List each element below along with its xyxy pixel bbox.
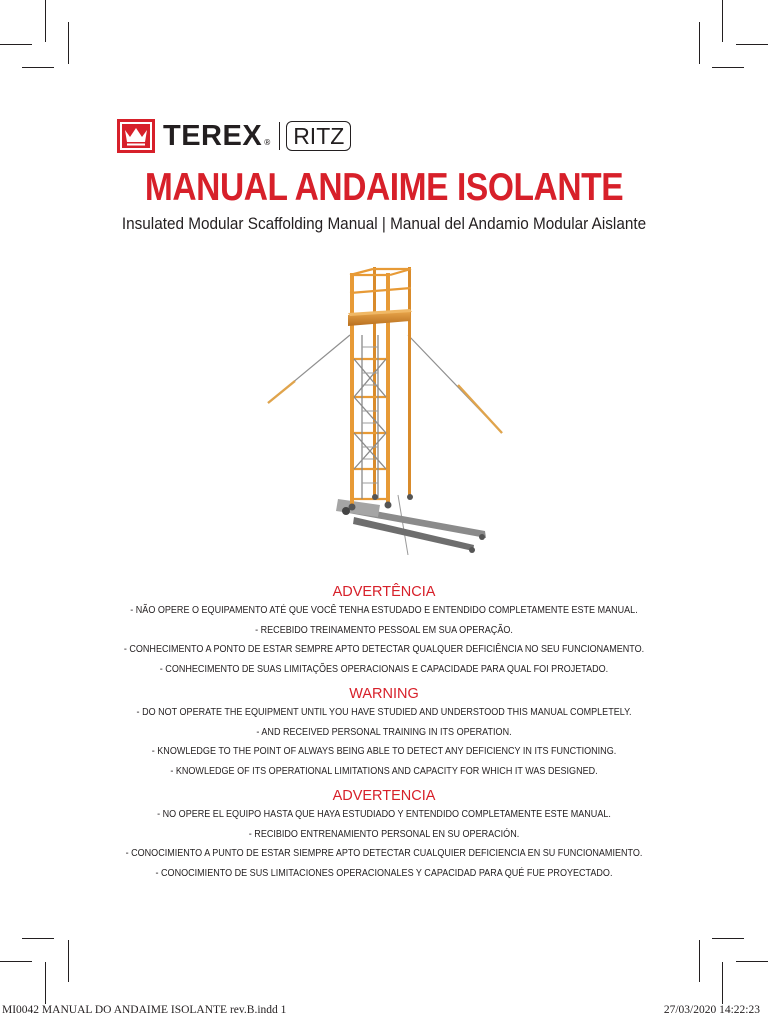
registered-mark: ® (263, 137, 272, 147)
crop-mark (68, 940, 69, 982)
crop-mark (68, 22, 69, 64)
scaffold-tower-illustration-icon (250, 255, 520, 555)
crop-mark (712, 938, 744, 939)
warning-line: - RECEBIDO TREINAMENTO PESSOAL EM SUA OPERAÇÃO. (255, 623, 513, 636)
warning-line: - CONHECIMENTO A PONTO DE ESTAR SEMPRE APTO DETECTAR QUALQUER DEFICIÊNCIA NO SEU FUNCIONAMENTO. (123, 643, 645, 655)
brand-divider (279, 122, 280, 150)
warning-title: ADVERTÊNCIA (332, 584, 436, 600)
warning-line: - CONOCIMIENTO DE SUS LIMITACIONES OPERACIONALES Y CAPACIDAD PARA QUÉ FUE PROYECTADO. (155, 866, 613, 879)
sub-brand: RITZ (286, 121, 351, 151)
crop-mark (0, 44, 32, 45)
warning-english (0, 685, 768, 781)
warning-line: - KNOWLEDGE OF ITS OPERATIONAL LIMITATIONS AND CAPACITY FOR WHICH IT WAS DESIGNED. (170, 764, 598, 777)
brand-header (117, 118, 351, 154)
print-slug (0, 1004, 768, 1020)
terex-crown-logo-icon (117, 119, 155, 153)
warning-title: ADVERTENCIA (332, 788, 436, 804)
crop-mark (22, 67, 54, 68)
warning-line: - KNOWLEDGE TO THE POINT OF ALWAYS BEING ABLE TO DETECT ANY DEFICIENCY IN ITS FUNCTIONING. (151, 745, 617, 757)
warning-title: WARNING (349, 686, 419, 702)
warning-line: - AND RECEIVED PERSONAL TRAINING IN ITS OPERATION. (256, 725, 512, 738)
slug-filename: MI0042 MANUAL DO ANDAIME ISOLANTE rev.B.indd 1 (2, 1004, 287, 1016)
crop-mark (45, 0, 46, 42)
crop-mark (22, 938, 54, 939)
warning-spanish (0, 787, 768, 883)
warnings-section (0, 583, 768, 889)
warning-line: - CONHECIMENTO DE SUAS LIMITAÇÕES OPERACIONAIS E CAPACIDADE PARA QUAL FOI PROJETADO. (159, 662, 609, 675)
warning-portuguese (0, 583, 768, 679)
crop-mark (0, 961, 32, 962)
warning-line: - NÃO OPERE O EQUIPAMENTO ATÉ QUE VOCÊ TENHA ESTUDADO E ENTENDIDO COMPLETAMENTE ESTE MANUAL. (130, 604, 638, 616)
page-title: MANUAL ANDAIME ISOLANTE (144, 166, 624, 209)
crop-mark (699, 940, 700, 982)
warning-line: - DO NOT OPERATE THE EQUIPMENT UNTIL YOU HAVE STUDIED AND UNDERSTOOD THIS MANUAL COMPLETELY. (136, 706, 632, 718)
slug-timestamp: 27/03/2020 14:22:23 (663, 1004, 760, 1016)
warning-line: - CONOCIMIENTO A PUNTO DE ESTAR SIEMPRE APTO DETECTAR CUALQUIER DEFICIENCIA EN SU FUNCIONAMIENTO. (125, 847, 643, 859)
crop-mark (736, 44, 768, 45)
crop-mark (736, 961, 768, 962)
warning-line: - NO OPERE EL EQUIPO HASTA QUE HAYA ESTUDIADO Y ENTENDIDO COMPLETAMENTE ESTE MANUAL. (157, 808, 611, 820)
warning-line: - RECIBIDO ENTRENAMIENTO PERSONAL EN SU OPERACIÓN. (248, 827, 520, 840)
crop-mark (45, 962, 46, 1004)
crop-mark (722, 0, 723, 42)
crop-mark (699, 22, 700, 64)
crop-mark (712, 67, 744, 68)
brand-name: TEREX (163, 119, 263, 152)
page-subtitle: Insulated Modular Scaffolding Manual | Manual del Andamio Modular Aislante (121, 214, 647, 233)
crop-mark (722, 962, 723, 1004)
